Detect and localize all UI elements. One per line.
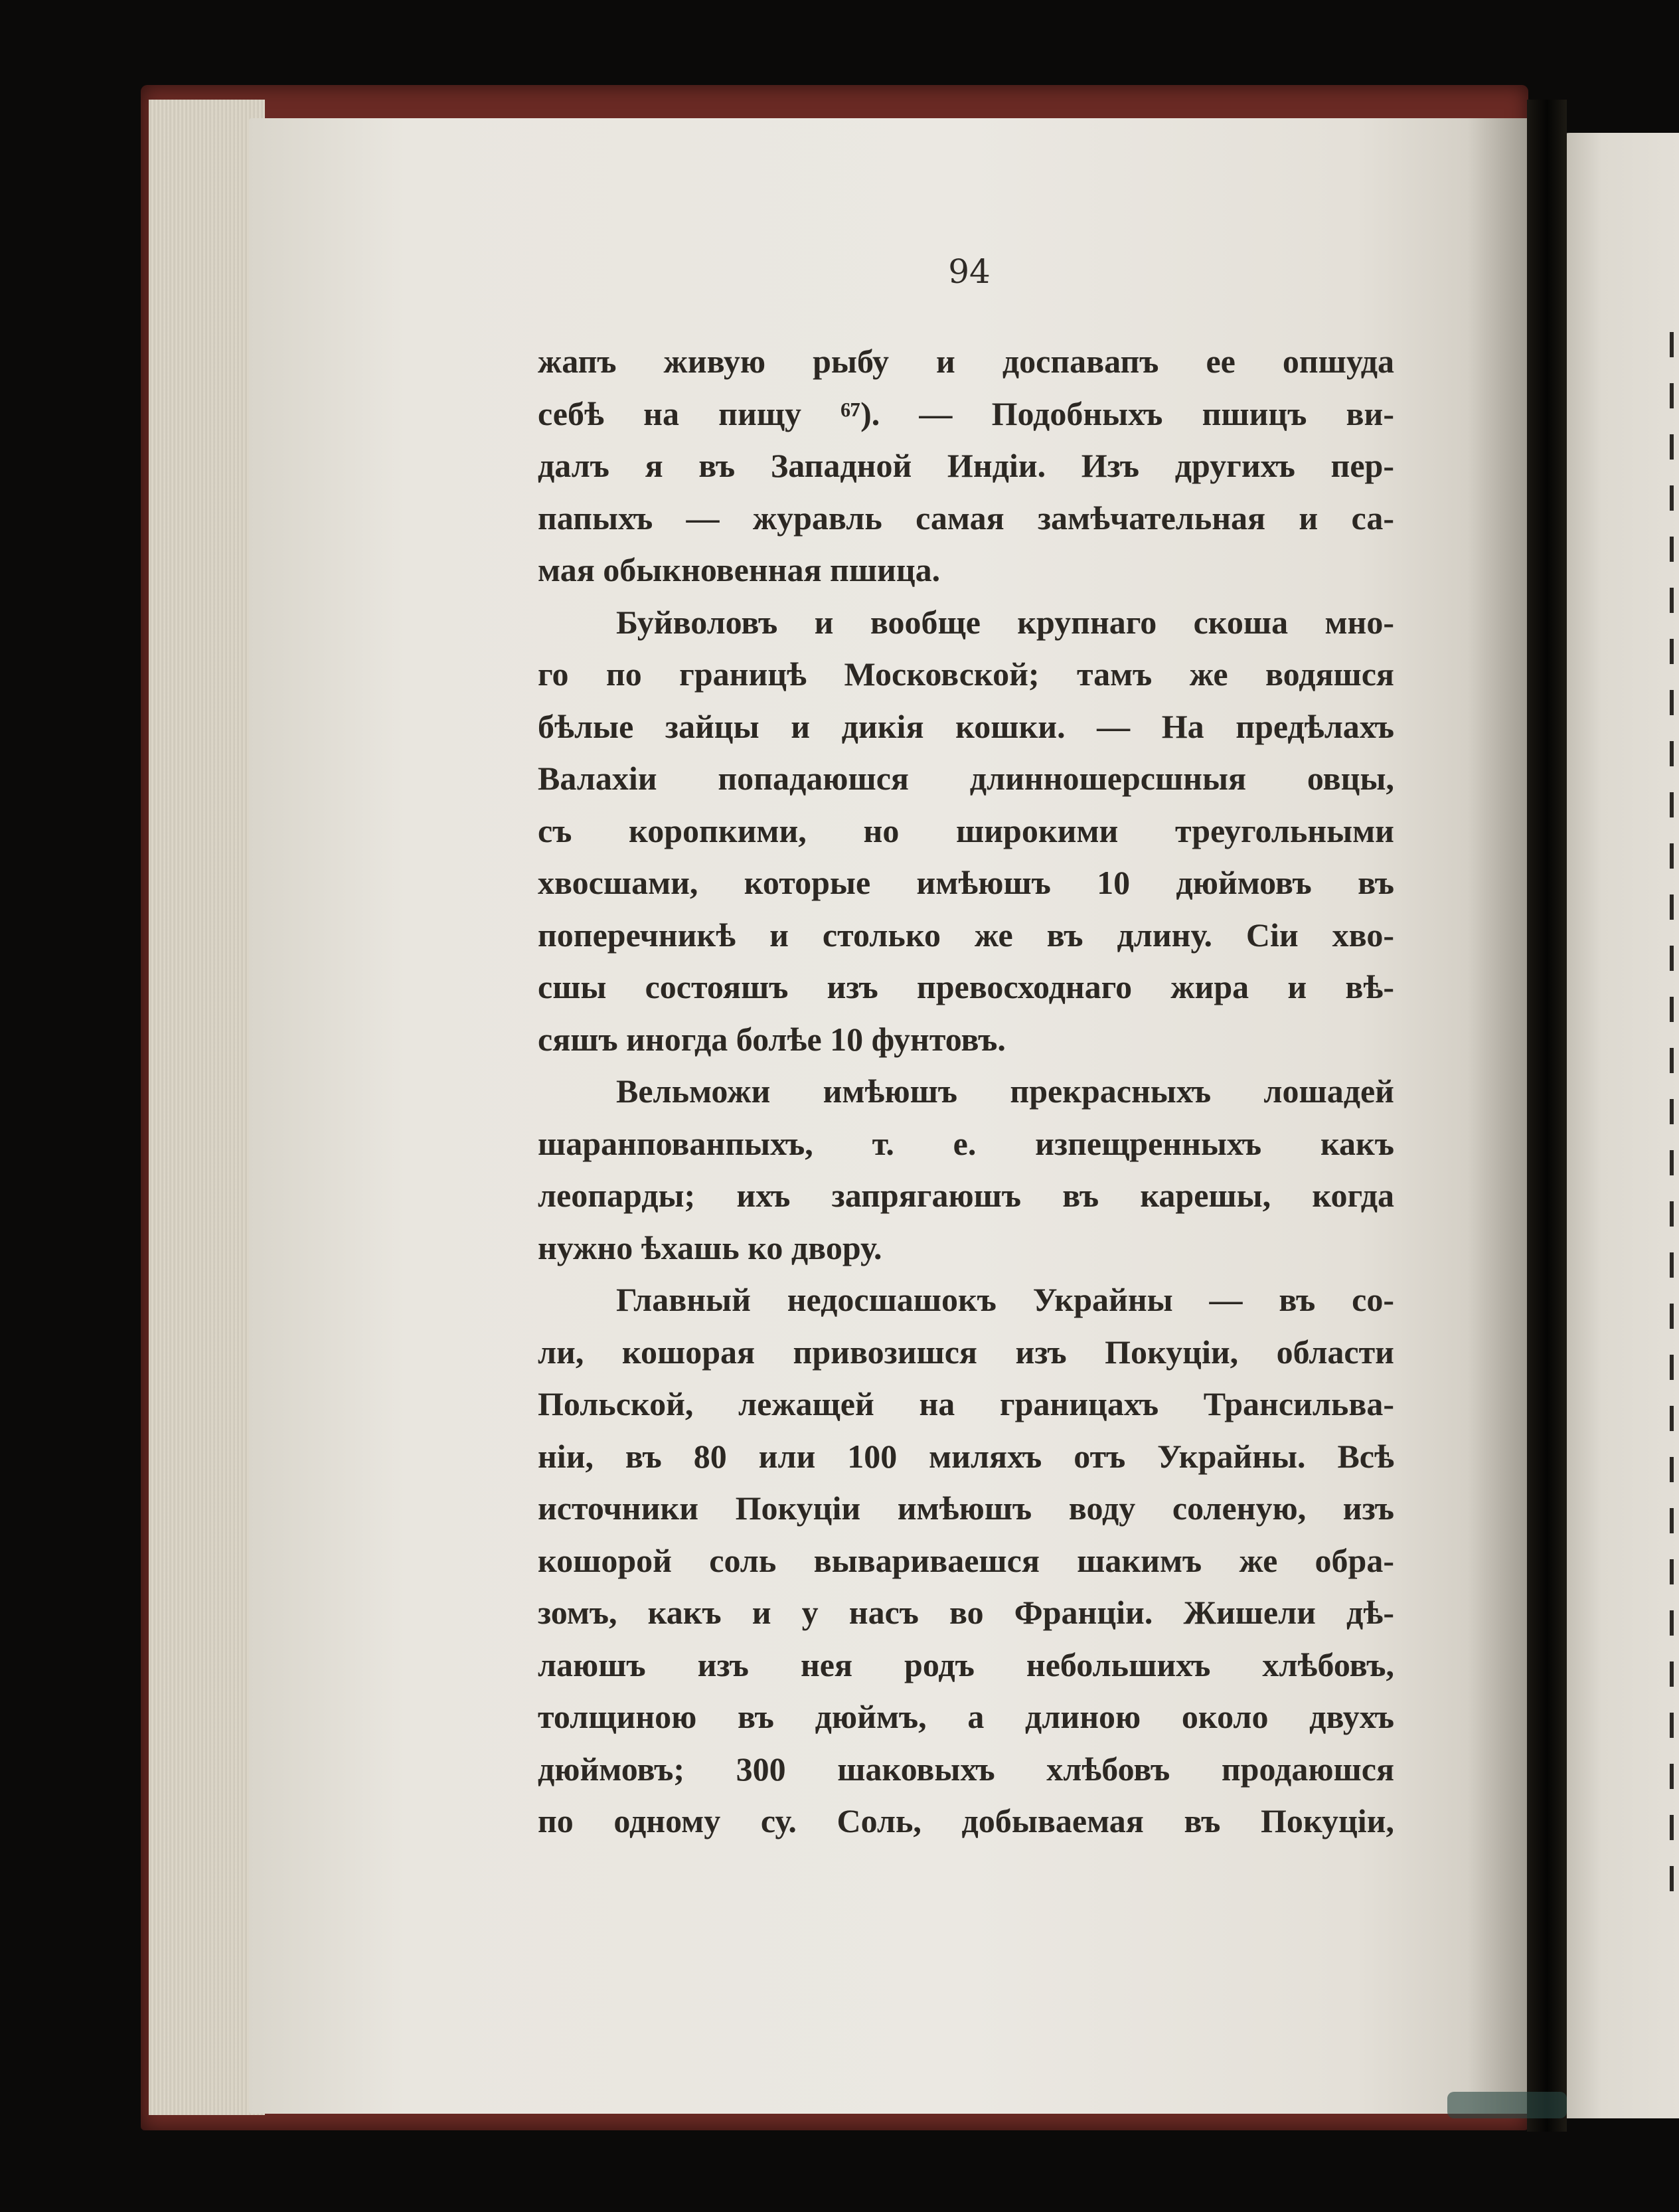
text-line: шаранпованпыхъ, т. е. изпещренныхъ какъ [538,1124,1394,1162]
text-line: ли, кошорая привозишся изъ Покуціи, области [538,1333,1394,1371]
facing-page-stain [1447,2092,1567,2118]
facing-page-edge [1550,133,1679,2118]
text-line: по одному су. Соль, добываемая въ Покуціи, [538,1802,1394,1839]
text-line: Главный недосшашокъ Украйны — въ со- [616,1281,1394,1318]
text-line: ніи, въ 80 или 100 миляхъ отъ Украйны. Всѣ [538,1437,1394,1475]
text-line: сяшъ иногда болѣе 10 фунтовъ. [538,1020,1006,1058]
text-line: леопарды; ихъ запрягаюшъ въ карешы, когда [538,1177,1394,1214]
page-edges [149,100,265,2115]
text-line: бѣлые зайцы и дикія кошки. — На предѣлахъ [538,707,1394,745]
text-line: источники Покуціи имѣюшъ воду соленую, изъ [538,1489,1394,1527]
book-gutter [1527,100,1567,2132]
text-line: дюймовъ; 300 шаковыхъ хлѣбовъ продаюшся [538,1750,1394,1788]
text-line: го по границѣ Московской; тамъ же водяшся [538,655,1394,693]
text-line: жапъ живую рыбу и доспавапъ ее опшуда [538,343,1394,380]
text-line: сшы состояшъ изъ превосходнаго жира и вѣ- [538,968,1394,1005]
page-number: 94 [948,252,991,291]
text-line: нужно ѣхашь ко двору. [538,1229,882,1266]
text-line: поперечникѣ и столько же въ длину. Сіи хво- [538,916,1394,954]
text-line: хвосшами, которые имѣюшъ 10 дюймовъ въ [538,864,1394,901]
text-line: Буйволовъ и вообще крупнаго скоша мно- [616,603,1394,641]
text-line: себѣ на пищу ⁶⁷). — Подобныхъ пшицъ ви- [538,394,1394,432]
text-line: далъ я въ Западной Индіи. Изъ другихъ пер- [538,447,1394,484]
text-line: Валахіи попадаюшся длинношерсшныя овцы, [538,760,1394,797]
text-line: лаюшъ изъ нея родъ небольшихъ хлѣбовъ, [538,1646,1394,1683]
text-line: папыхъ — журавль самая замѣчательная и са- [538,499,1394,537]
text-line: зомъ, какъ и у насъ во Франціи. Жишели дѣ- [538,1594,1394,1631]
text-line: толщиною въ дюймъ, а длиною около двухъ [538,1698,1394,1735]
text-line: Польской, лежащей на границахъ Трансильва- [538,1385,1394,1422]
page-text [538,335,1394,1847]
text-line: съ коропкими, но широкими треугольными [538,811,1394,849]
text-line: Вельможи имѣюшъ прекрасныхъ лошадей [616,1072,1394,1110]
text-line: кошорой соль вывариваешся шакимъ же обра- [538,1541,1394,1579]
text-line: мая обыкновенная пшица. [538,551,941,588]
facing-page-text-edge [1670,332,1679,1992]
